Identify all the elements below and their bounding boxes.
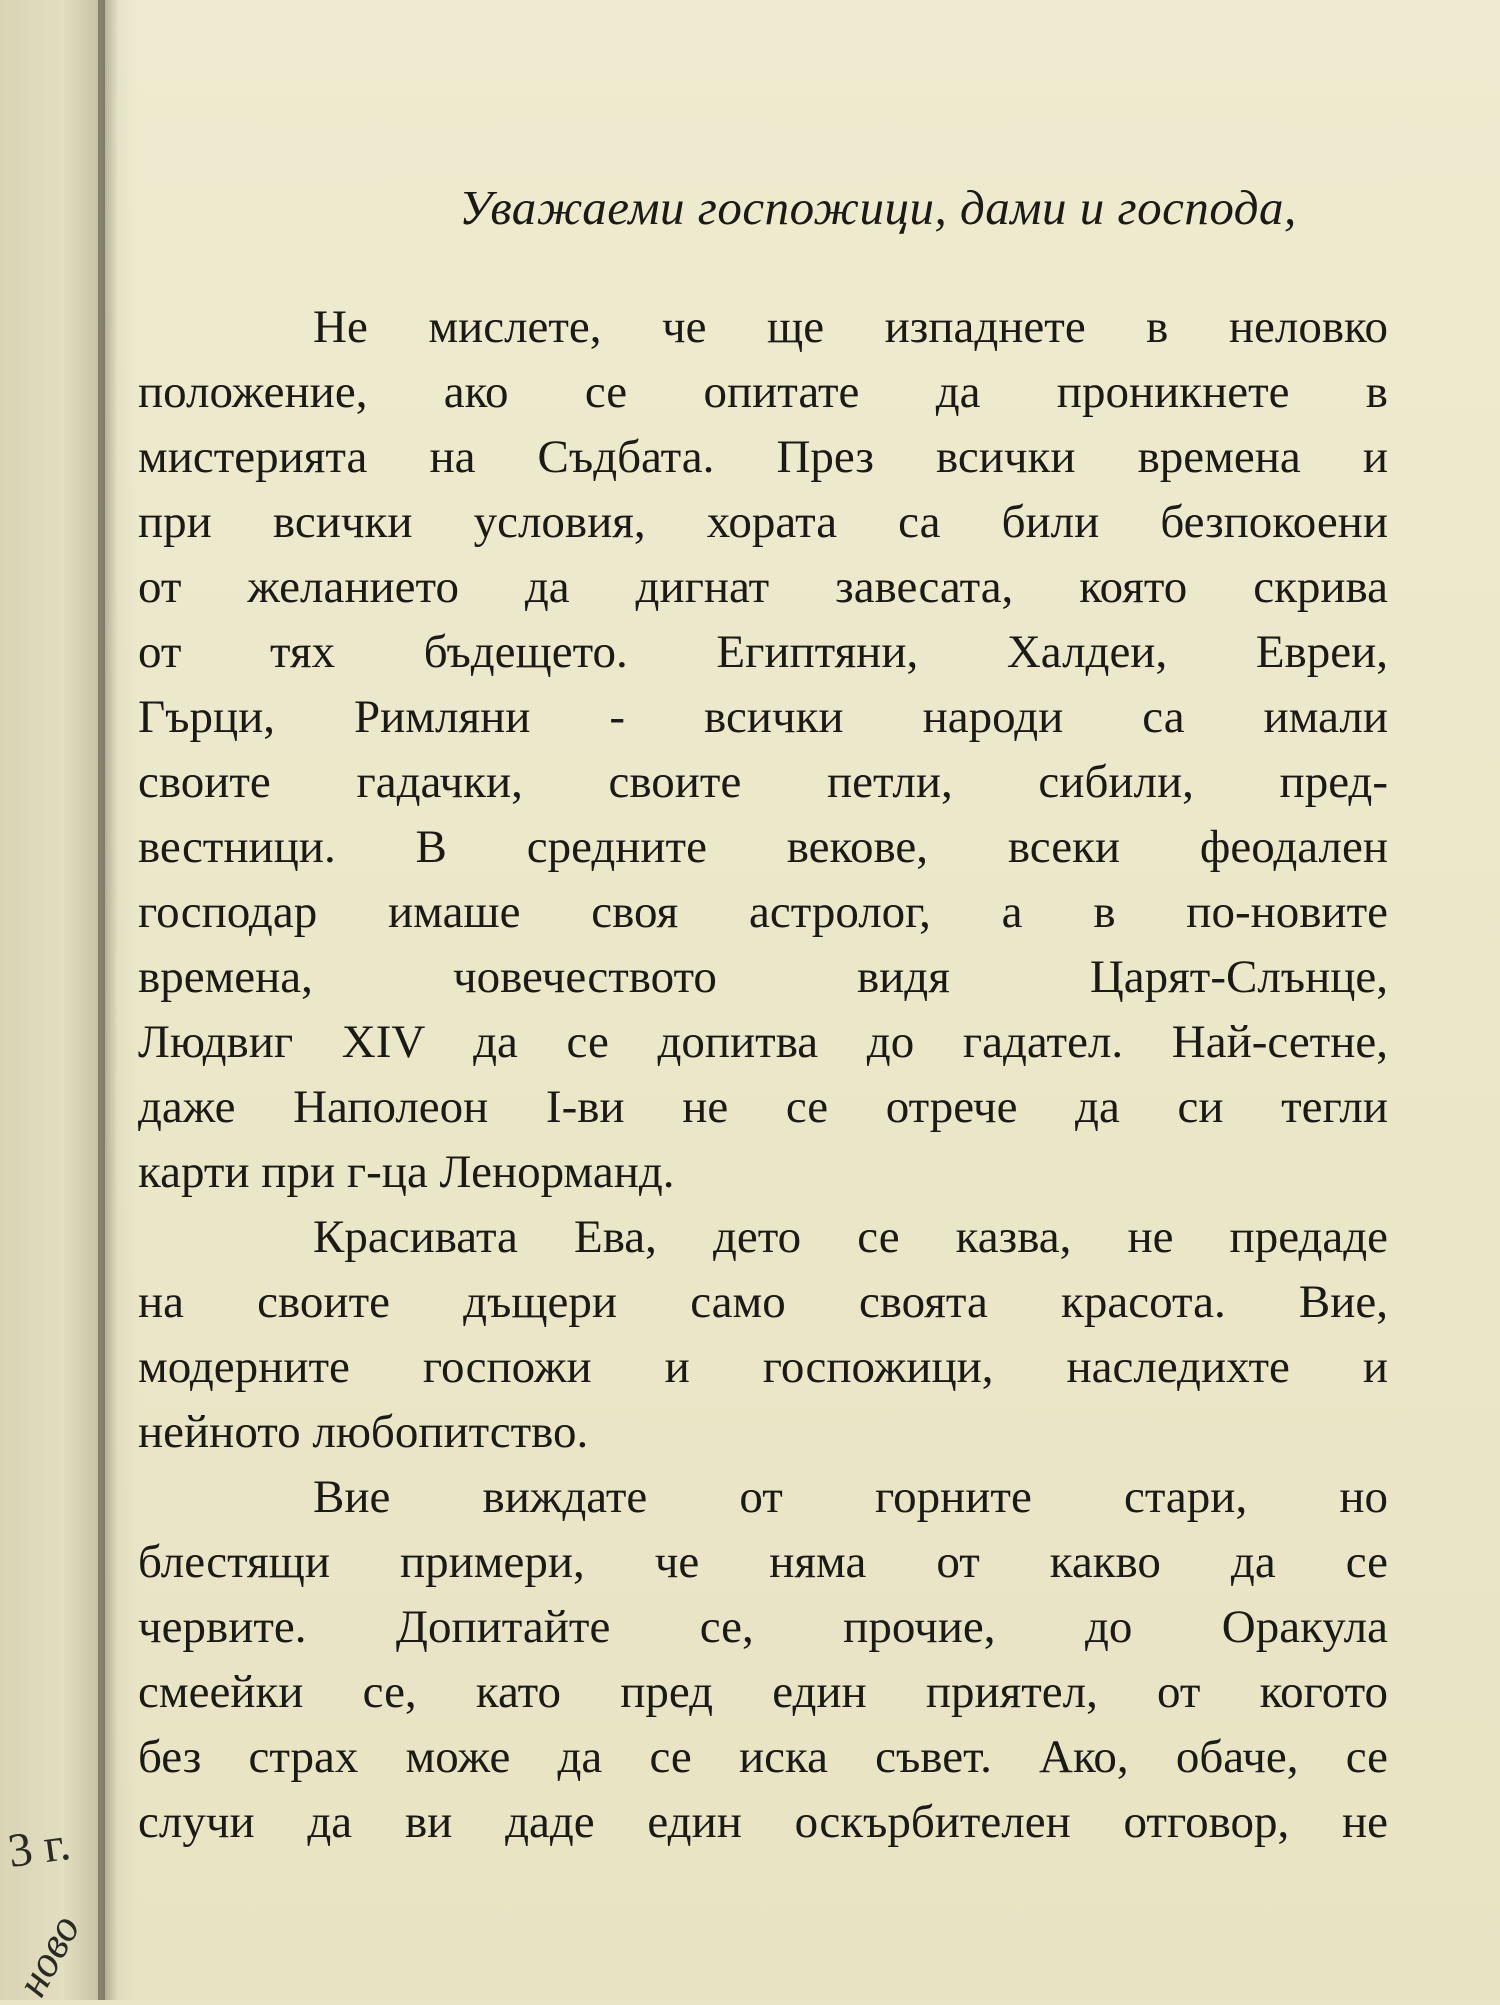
text-line: Вие виждате от горните стари, но (313, 1471, 1388, 1523)
left-margin-fragment-1: 3 г. (4, 1816, 74, 1879)
text-line: без страх може да се иска съвет. Ако, обаче, се (138, 1731, 1388, 1783)
text-line: червите. Допитайте се, прочие, до Оракула (138, 1601, 1388, 1653)
text-line: от желанието да дигнат завесата, която скрива (138, 561, 1388, 613)
text-line: Гърци, Римляни - всички народи са имали (138, 691, 1388, 743)
text-line: времена, човечеството видя Царят-Слънце, (138, 951, 1388, 1003)
text-line: при всички условия, хората са били безпокоени (138, 496, 1388, 548)
text-line: своите гадачки, своите петли, сибили, пред- (138, 756, 1388, 808)
left-page-edge (0, 0, 105, 2000)
text-line: от тях бъдещето. Египтяни, Халдеи, Евреи, (138, 626, 1388, 678)
text-line: Не мислете, че ще изпаднете в неловко (313, 301, 1388, 353)
text-line: на своите дъщери само своята красота. Вие, (138, 1276, 1388, 1328)
text-line: нейното любопитство. (138, 1406, 589, 1458)
text-line: случи да ви даде един оскърбителен отговор, не (138, 1796, 1388, 1848)
salutation: Уважаеми госпожици, дами и господа, (459, 180, 1297, 235)
text-line: вестници. В средните векове, всеки феодален (138, 821, 1388, 873)
text-line: даже Наполеон I-ви не се отрече да си тегли (138, 1081, 1388, 1133)
book-gutter-shadow (98, 0, 138, 2000)
paragraph-1 (138, 295, 1388, 1205)
left-margin-fragment-2: ново (6, 1906, 90, 2005)
text-line: карти при г-ца Ленорманд. (138, 1146, 675, 1198)
text-line: господар имаше своя астролог, а в по-новите (138, 886, 1388, 938)
text-line: Красивата Ева, дето се казва, не предаде (313, 1211, 1388, 1263)
text-line: блестящи примери, че няма от какво да се (138, 1536, 1388, 1588)
text-line: смеейки се, като пред един приятел, от когото (138, 1666, 1388, 1718)
paragraph-2 (138, 1205, 1388, 1465)
text-line: положение, ако се опитате да проникнете в (138, 366, 1388, 418)
text-line: Людвиг XIV да се допитва до гадател. Най-сетне, (138, 1016, 1388, 1068)
page-text (138, 175, 1388, 1855)
paragraph-3 (138, 1465, 1388, 1855)
text-line: модерните госпожи и госпожици, наследихте и (138, 1341, 1388, 1393)
text-line: мистерията на Съдбата. През всички времена и (138, 431, 1388, 483)
